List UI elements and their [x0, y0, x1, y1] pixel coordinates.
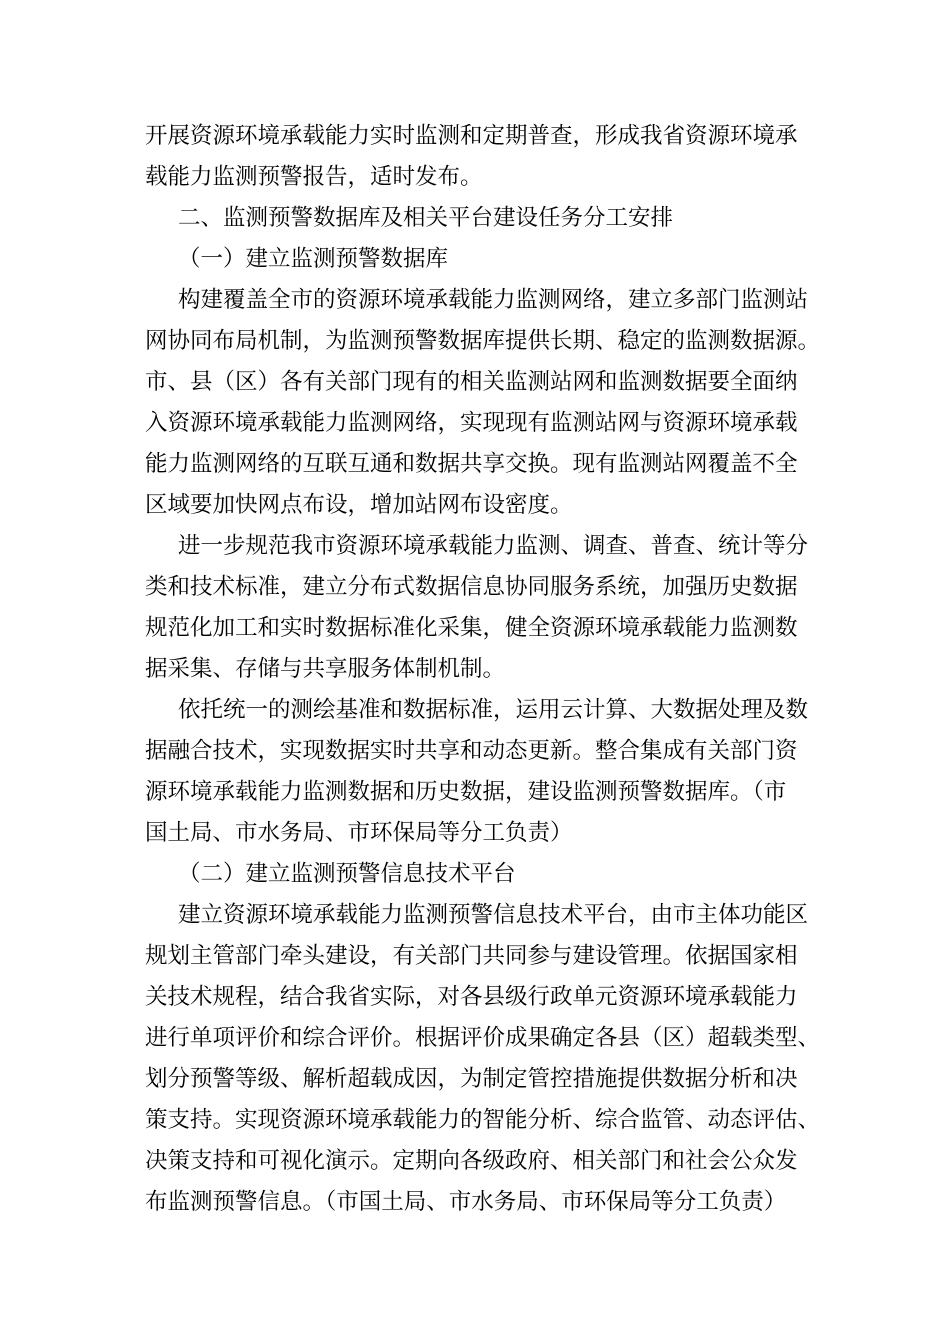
text-line: 进一步规范我市资源环境承载能力监测、调查、普查、统计等分	[178, 533, 809, 559]
subsection-heading: （二）建立监测预警信息技术平台	[178, 861, 516, 887]
text-line: 载能力监测预警报告，适时发布。	[145, 164, 483, 190]
text-line: 规划主管部门牵头建设，有关部门共同参与建设管理。依据国家相	[145, 943, 798, 969]
text-line: 依托统一的测绘基准和数据标准，运用云计算、大数据处理及数	[178, 697, 809, 723]
text-line: 决策支持和可视化演示。定期向各级政府、相关部门和社会公众发	[145, 1148, 798, 1174]
text-line: 开展资源环境承载能力实时监测和定期普查，形成我省资源环境承	[145, 123, 798, 149]
text-line: 入资源环境承载能力监测网络，实现现有监测站网与资源环境承载	[145, 410, 798, 436]
text-line: 市、县（区）各有关部门现有的相关监测站网和监测数据要全面纳	[145, 369, 798, 395]
text-line: 进行单项评价和综合评价。根据评价成果确定各县（区）超载类型、	[145, 1025, 821, 1051]
subsection-heading: （一）建立监测预警数据库	[178, 246, 449, 272]
text-line: 据采集、存储与共享服务体制机制。	[145, 656, 506, 682]
text-line: 划分预警等级、解析超载成因，为制定管控措施提供数据分析和决	[145, 1066, 798, 1092]
text-line: 区域要加快网点布设，增加站网布设密度。	[145, 492, 573, 518]
text-line: 策支持。实现资源环境承载能力的智能分析、综合监管、动态评估、	[145, 1107, 821, 1133]
section-heading: 二、监测预警数据库及相关平台建设任务分工安排	[178, 205, 674, 231]
text-line: 布监测预警信息。（市国土局、市水务局、市环保局等分工负责）	[145, 1189, 787, 1215]
text-line: 类和技术标准，建立分布式数据信息协同服务系统，加强历史数据	[145, 574, 798, 600]
text-line: 建立资源环境承载能力监测预警信息技术平台，由市主体功能区	[178, 902, 809, 928]
text-line: 国土局、市水务局、市环保局等分工负责）	[145, 820, 573, 846]
text-line: 关技术规程，结合我省实际，对各县级行政单元资源环境承载能力	[145, 984, 798, 1010]
text-line: 规范化加工和实时数据标准化采集，健全资源环境承载能力监测数	[145, 615, 798, 641]
text-line: 能力监测网络的互联互通和数据共享交换。现有监测站网覆盖不全	[145, 451, 798, 477]
text-line: 据融合技术，实现数据实时共享和动态更新。整合集成有关部门资	[145, 738, 798, 764]
text-line: 网协同布局机制，为监测预警数据库提供长期、稳定的监测数据源。	[145, 328, 821, 354]
text-line: 构建覆盖全市的资源环境承载能力监测网络，建立多部门监测站	[178, 287, 809, 313]
text-line: 源环境承载能力监测数据和历史数据，建设监测预警数据库。（市	[145, 779, 787, 805]
